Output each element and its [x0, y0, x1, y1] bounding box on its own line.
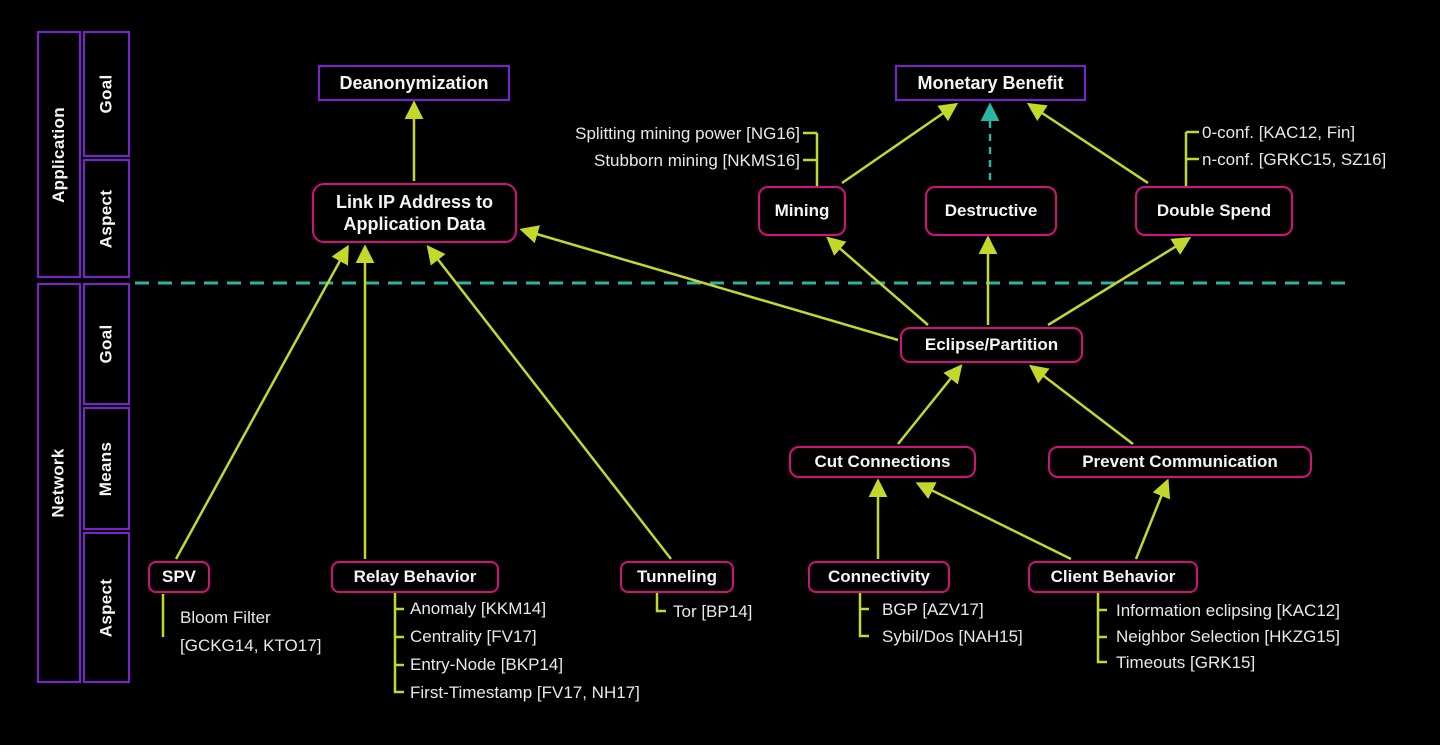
sidebar-application-label: Application	[49, 106, 69, 203]
sidebar-application-aspect	[83, 159, 130, 278]
edge-eclipse-to-doublespend	[1048, 239, 1188, 325]
sidebar-network-group	[37, 283, 81, 683]
sidebar-application-goal-label: Goal	[96, 74, 116, 114]
annotation-line: Splitting mining power [NG16]	[575, 124, 800, 143]
edge-eclipse-to-linkip	[523, 230, 898, 340]
sidebar-network-aspect	[83, 532, 130, 683]
node-client-behavior-label: Client Behavior	[1050, 567, 1176, 587]
annotation-client-refs	[1116, 598, 1340, 676]
annotation-line: Anomaly [KKM14]	[410, 599, 547, 618]
sidebar-network-means-label: Means	[96, 441, 116, 496]
node-spv	[148, 561, 210, 593]
sidebar-network-label: Network	[49, 448, 69, 518]
annotation-tunneling-refs	[673, 601, 752, 623]
annotation-spv-refs	[180, 604, 321, 660]
node-monetary-benefit-label: Monetary Benefit	[917, 72, 1064, 93]
node-tunneling	[620, 561, 734, 593]
annotation-line: Information eclipsing [KAC12]	[1116, 601, 1340, 620]
sidebar-network-goal-label: Goal	[96, 324, 116, 364]
annotation-line: BGP [AZV17]	[882, 600, 984, 619]
annotation-line: 0-conf. [KAC12, Fin]	[1202, 123, 1356, 142]
node-mining-label: Mining	[774, 201, 830, 221]
sidebar-network-goal	[83, 283, 130, 405]
annotation-line: Centrality [FV17]	[410, 627, 537, 646]
annotation-double-spend-refs	[1202, 119, 1386, 173]
sidebar-application-goal	[83, 31, 130, 157]
bracket-tunneling-refs	[657, 593, 666, 611]
annotation-line: Entry-Node [BKP14]	[410, 655, 564, 674]
node-deanonymization	[318, 65, 510, 101]
node-cut-connections	[789, 446, 976, 478]
node-client-behavior	[1028, 561, 1198, 593]
edge-tunneling-to-linkip	[429, 248, 671, 559]
annotation-line: n-conf. [GRKC15, SZ16]	[1202, 150, 1387, 169]
node-relay-behavior	[331, 561, 499, 593]
edge-spv-to-linkip	[176, 248, 347, 559]
bracket-connectivity-refs	[860, 593, 869, 636]
annotation-line: Sybil/Dos [NAH15]	[882, 627, 1023, 646]
annotation-mining-refs	[575, 120, 800, 174]
node-destructive	[925, 186, 1057, 236]
bracket-mining-refs	[803, 133, 817, 186]
annotation-line: Bloom Filter	[180, 608, 271, 627]
edge-clientbehavior-to-preventcomm	[1136, 482, 1167, 559]
annotation-line: Stubborn mining [NKMS16]	[594, 151, 800, 170]
annotation-line: First-Timestamp [FV17, NH17]	[410, 683, 640, 702]
edge-cutconnections-to-eclipse	[898, 367, 960, 444]
edge-clientbehavior-to-cutconnections	[919, 484, 1071, 559]
node-link-ip	[312, 183, 517, 243]
node-eclipse-partition	[900, 327, 1083, 363]
bracket-relay-refs	[395, 593, 404, 692]
node-double-spend	[1135, 186, 1293, 236]
node-connectivity	[808, 561, 950, 593]
node-connectivity-label: Connectivity	[827, 567, 931, 587]
bracket-doublespend-refs	[1186, 132, 1199, 186]
edge-eclipse-to-mining	[829, 239, 928, 325]
node-cut-connections-label: Cut Connections	[814, 452, 951, 472]
sidebar-application-aspect-label: Aspect	[96, 189, 116, 248]
node-deanonymization-label: Deanonymization	[339, 72, 489, 93]
node-relay-behavior-label: Relay Behavior	[353, 567, 477, 587]
annotation-line: Neighbor Selection [HKZG15]	[1116, 627, 1340, 646]
bracket-client-refs	[1098, 593, 1107, 662]
node-double-spend-label: Double Spend	[1156, 201, 1272, 221]
node-prevent-communication	[1048, 446, 1312, 478]
sidebar-network-aspect-label: Aspect	[96, 578, 116, 637]
annotation-line: Timeouts [GRK15]	[1116, 653, 1256, 672]
node-eclipse-partition-label: Eclipse/Partition	[924, 335, 1059, 355]
node-monetary-benefit	[895, 65, 1086, 101]
sidebar-network-means	[83, 407, 130, 530]
edge-mining-to-monetary	[842, 105, 955, 183]
annotation-relay-refs	[410, 595, 640, 707]
annotation-line: [GCKG14, KTO17]	[180, 636, 322, 655]
node-destructive-label: Destructive	[944, 201, 1038, 221]
annotation-connectivity-refs	[882, 596, 1023, 650]
sidebar-application-group	[37, 31, 81, 278]
node-prevent-communication-label: Prevent Communication	[1082, 452, 1278, 472]
node-spv-label: SPV	[161, 567, 197, 587]
node-mining	[758, 186, 846, 236]
edge-preventcomm-to-eclipse	[1032, 367, 1133, 444]
edge-doublespend-to-monetary	[1030, 105, 1148, 183]
node-link-ip-label: Link IP Address to Application Data	[335, 191, 494, 234]
node-tunneling-label: Tunneling	[637, 567, 717, 587]
annotation-line: Tor [BP14]	[673, 602, 753, 621]
